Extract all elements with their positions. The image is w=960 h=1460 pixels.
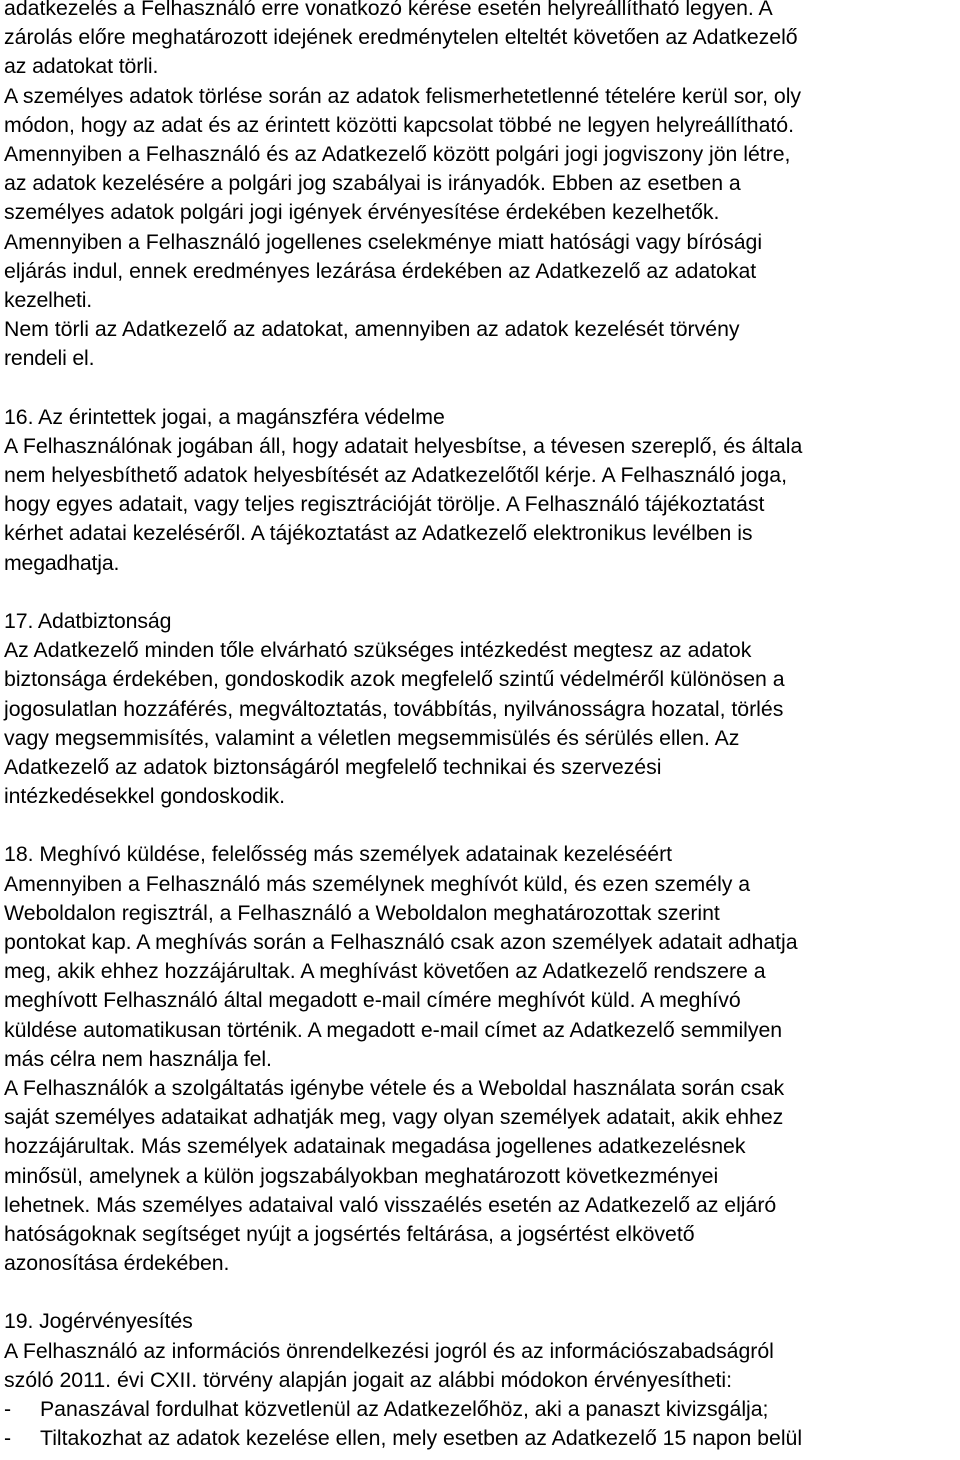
- text-line: nem helyesbíthető adatok helyesbítését az Adatkezelőtől kérje. A Felhasználó joga,: [4, 463, 787, 487]
- text-line: szóló 2011. évi CXII. törvény alapján jogait az alábbi módokon érvényesítheti:: [4, 1367, 733, 1392]
- paragraph: [4, 840, 958, 1074]
- text-line: Amennyiben a Felhasználó jogellenes cselekménye miatt hatósági vagy bírósági: [4, 229, 763, 254]
- bullet-marker: -: [4, 1397, 12, 1421]
- text-line: Adatkezelő az adatok biztonságáról megfelelő technikai és szervezési: [4, 754, 662, 779]
- text-line: hogy egyes adatait, vagy teljes regisztrációját törölje. A Felhasználó tájékoztatást: [4, 492, 765, 517]
- text-line: Nem törli az Adatkezelő az adatokat, amennyiben az adatok kezelését törvény: [4, 317, 740, 342]
- text-line: Amennyiben a Felhasználó és az Adatkezelő között polgári jogi jogviszony jön létre,: [4, 141, 791, 166]
- text-line: minősül, amelynek a külön jogszabályokban meghatározott következményei: [4, 1163, 719, 1188]
- text-line: A Felhasználónak jogában áll, hogy adatait helyesbítse, a tévesen szereplő, és általa: [4, 433, 803, 458]
- text-line: megadhatja.: [4, 550, 120, 575]
- paragraph-gap: [4, 1278, 958, 1307]
- paragraph: [4, 1307, 958, 1395]
- text-line: kezelheti.: [4, 287, 92, 312]
- bullet-item: [4, 1424, 958, 1453]
- text-line: A Felhasználók a szolgáltatás igénybe vétele és a Weboldal használata során csak: [4, 1075, 785, 1100]
- text-line: küldése automatikusan történik. A megadott e-mail címet az Adatkezelő semmilyen: [4, 1017, 783, 1042]
- bullet-text: Tiltakozhat az adatok kezelése ellen, mely esetben az Adatkezelő 15 napon belül: [40, 1426, 803, 1451]
- text-line: jogosulatlan hozzáférés, megváltoztatás, továbbítás, nyilvánosságra hozatal, törlés: [4, 696, 784, 721]
- text-line: saját személyes adataikat adhatják meg, vagy olyan személyek adatait, akik ehhez: [4, 1105, 784, 1130]
- text-line: 18. Meghívó küldése, felelősség más személyek adatainak kezeléséért: [4, 842, 673, 867]
- text-line: adatkezelés a Felhasználó erre vonatkozó kérése esetén helyreállítható legyen. A: [4, 0, 773, 20]
- text-line: eljárás indul, ennek eredményes lezárása érdekében az Adatkezelő az adatokat: [4, 258, 757, 283]
- text-line: azonosítása érdekében.: [4, 1251, 230, 1276]
- text-line: Weboldalon regisztrál, a Felhasználó a Weboldalon meghatározottak szerint: [4, 900, 720, 925]
- paragraph-gap: [4, 578, 958, 607]
- paragraph-gap: [4, 373, 958, 402]
- paragraph-gap: [4, 811, 958, 840]
- text-line: rendeli el.: [4, 346, 95, 371]
- bullet-text: Panaszával fordulhat közvetlenül az Adatkezelőhöz, aki a panaszt kivizsgálja;: [40, 1397, 769, 1421]
- text-line: meghívott Felhasználó által megadott e-mail címére meghívót küld. A meghívó: [4, 988, 741, 1013]
- text-line: 17. Adatbiztonság: [4, 608, 172, 633]
- text-line: hozzájárultak. Más személyek adatainak megadása jogellenes adatkezelésnek: [4, 1134, 746, 1159]
- text-line: Amennyiben a Felhasználó más személynek meghívót küld, és ezen személy a: [4, 871, 751, 896]
- text-line: meg, akik ehhez hozzájárultak. A meghívást követően az Adatkezelő rendszere a: [4, 959, 766, 984]
- text-line: az adatok kezelésére a polgári jog szabályai is irányadók. Ebben az esetben a: [4, 171, 741, 196]
- document-page: [4, 0, 958, 1453]
- paragraph: [4, 140, 958, 228]
- text-line: zárolás előre meghatározott idejének eredménytelen elteltét követően az Adatkezelő: [4, 25, 798, 50]
- text-line: módon, hogy az adat és az érintett közötti kapcsolat többé ne legyen helyreállítható.: [4, 112, 794, 137]
- paragraph: [4, 82, 958, 140]
- text-line: A személyes adatok törlése során az adatok felismerhetetlenné tételére kerül sor, oly: [4, 83, 802, 108]
- bullet-list: [4, 1395, 958, 1453]
- paragraph: [4, 0, 958, 82]
- text-line: pontokat kap. A meghívás során a Felhasználó csak azon személyek adatait adhatja: [4, 930, 798, 954]
- paragraph: [4, 403, 958, 578]
- text-line: intézkedésekkel gondoskodik.: [4, 784, 285, 809]
- text-line: A Felhasználó az információs önrendelkezési jogról és az információszabadságról: [4, 1338, 774, 1363]
- paragraph: [4, 1074, 958, 1278]
- text-line: kérhet adatai kezeléséről. A tájékoztatást az Adatkezelő elektronikus levélben is: [4, 521, 753, 546]
- paragraph: [4, 228, 958, 316]
- bullet-marker: -: [4, 1426, 12, 1451]
- bullet-item: [4, 1395, 958, 1424]
- text-line: személyes adatok polgári jogi igények érvényesítése érdekében kezelhetők.: [4, 200, 720, 225]
- paragraph: [4, 315, 958, 373]
- text-line: más célra nem használja fel.: [4, 1046, 272, 1071]
- paragraph: [4, 607, 958, 811]
- text-line: 19. Jogérvényesítés: [4, 1309, 193, 1334]
- text-line: biztonsága érdekében, gondoskodik azok megfelelő szintű védelméről különösen a: [4, 667, 785, 692]
- text-line: hatóságoknak segítséget nyújt a jogsértés feltárása, a jogsértést elkövető: [4, 1221, 695, 1246]
- text-line: 16. Az érintettek jogai, a magánszféra védelme: [4, 404, 445, 429]
- text-line: vagy megsemmisítés, valamint a véletlen megsemmisülés és sérülés ellen. Az: [4, 725, 740, 750]
- text-line: lehetnek. Más személyes adataival való visszaélés esetén az Adatkezelő az eljáró: [4, 1192, 777, 1217]
- text-line: az adatokat törli.: [4, 54, 159, 79]
- text-line: Az Adatkezelő minden tőle elvárható szükséges intézkedést megtesz az adatok: [4, 638, 752, 663]
